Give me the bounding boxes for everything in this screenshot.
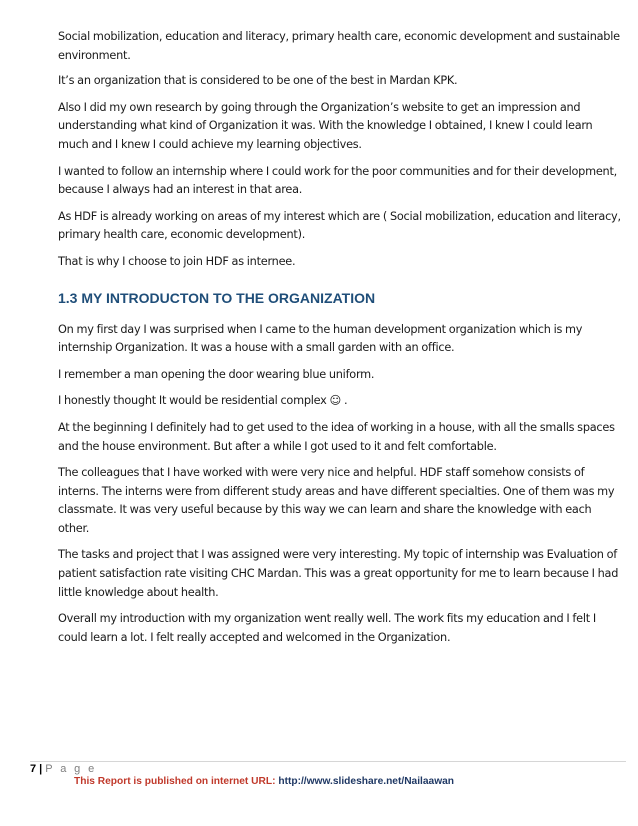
footer-note-label: This Report is published on internet URL: xyxy=(74,776,276,787)
paragraph-colleagues: The colleagues that I have worked with were very nice and helpful. HDF staff somehow consists of interns. The interns were from different study areas and have different specialties. One of them was my classmate. It was very useful because by this way we can learn and share the knowledge with each other. xyxy=(58,466,615,535)
page-number-value: 7 xyxy=(30,763,37,775)
paragraph-why-hdf: That is why I choose to join HDF as internee. xyxy=(58,254,296,268)
paragraph-residential-complex: I honestly thought It would be residential complex ☺ . xyxy=(58,394,348,408)
paragraph-own-research: Also I did my own research by going through the Organization’s website to get an impression and understanding what kind of Organization it was. With the knowledge I obtained, I knew I could learn much and I knew I could achieve my learning objectives. xyxy=(58,100,593,151)
paragraph-internship-wish: I wanted to follow an internship where I could work for the poor communities and for their development, because I always had an interest in that area. xyxy=(58,164,617,197)
paragraph-best-in-mardan: It’s an organization that is considered to be one of the best in Mardan KPK. xyxy=(58,74,458,88)
footer-url-link[interactable]: http://www.slideshare.net/Nailaawan xyxy=(278,776,455,787)
paragraph-getting-used: At the beginning I definitely had to get used to the idea of working in a house, with all the smalls spaces and the house environment. But after a while I got used to it and felt comfortable. xyxy=(58,420,615,453)
paragraph-tasks: The tasks and project that I was assigned were very interesting. My topic of internship was Evaluation of patient satisfaction rate visiting CHC Mardan. This was a great opportunity for me to learn because I had little knowledge about health. xyxy=(58,548,619,599)
page-word: P a g e xyxy=(45,763,97,775)
page-number xyxy=(30,763,97,775)
footer-publication-note xyxy=(74,776,454,787)
paragraph-man-at-door: I remember a man opening the door wearing blue uniform. xyxy=(58,367,375,381)
paragraph-mission-areas: Social mobilization, education and literacy, primary health care, economic development and sustainable environment. xyxy=(58,30,620,62)
paragraph-first-day: On my first day I was surprised when I came to the human development organization which is my internship Organization. It was a house with a small garden with an office. xyxy=(58,322,583,355)
section-heading: 1.3 MY INTRODUCTON TO THE ORGANIZATION xyxy=(58,289,376,306)
paragraph-areas-of-interest: As HDF is already working on areas of my interest which are ( Social mobilization, education and literacy, primary health care, economic development). xyxy=(58,209,621,242)
page-body xyxy=(58,28,624,655)
page-number-separator: | xyxy=(39,763,43,775)
paragraph-overall: Overall my introduction with my organization went really well. The work fits my education and I felt I could learn a lot. I felt really accepted and welcomed in the Organization. xyxy=(58,612,596,644)
footer-divider xyxy=(30,761,626,762)
